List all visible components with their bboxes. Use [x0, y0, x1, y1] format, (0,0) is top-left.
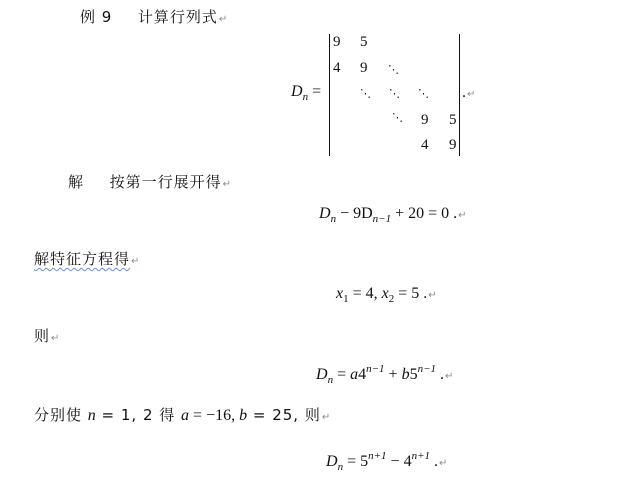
general-b: b: [401, 366, 410, 383]
det-diag-dots-3: ⋱: [389, 87, 399, 100]
char-eq-line: [34, 248, 140, 269]
final-exp2: n+1: [411, 450, 430, 462]
general-sub-n: n: [327, 374, 334, 386]
det-cell-r2c1: 4: [333, 60, 341, 76]
general-exp1: n−1: [366, 363, 385, 375]
final-base-4: 4: [403, 453, 412, 470]
paragraph-mark-icon: ↵: [222, 179, 232, 190]
subst-text-a: 分别使: [34, 406, 88, 424]
general-plus: +: [384, 366, 402, 383]
det-cell-last-r2c2: 9: [449, 137, 457, 153]
final-equals: =: [343, 453, 361, 470]
eq1-rest: + 20 = 0 .: [391, 205, 458, 222]
det-cell-r1c2: 5: [360, 34, 368, 50]
det-cell-last-r2c1: 4: [421, 137, 429, 153]
root-x2: x: [381, 285, 389, 302]
paragraph-mark-icon: ↵: [467, 89, 476, 100]
paragraph-mark-icon: ↵: [458, 210, 467, 221]
root-x1-sub: 1: [343, 293, 349, 305]
determinant-lhs: [291, 83, 321, 103]
roots-equation: [336, 285, 437, 305]
determinant-left-bar: [329, 34, 330, 156]
general-a: a: [350, 366, 359, 383]
subst-text-b: = 1, 2 得: [95, 406, 182, 424]
general-base-5: 5: [409, 366, 418, 383]
determinant-subscript: n: [302, 91, 309, 103]
subst-text-d: = 25, 则: [247, 406, 321, 424]
det-cell-r2c2: 9: [360, 60, 368, 76]
root-x2-sub: 2: [388, 293, 395, 305]
root-x1-value: = 4,: [348, 285, 382, 302]
final-end: .: [430, 453, 438, 470]
determinant-period: .: [462, 84, 466, 101]
general-end: .: [436, 366, 444, 383]
paragraph-mark-icon: ↵: [445, 371, 454, 382]
example-label: 例 9: [80, 8, 113, 26]
paragraph-mark-icon: ↵: [131, 256, 141, 267]
eq1-sub-n-minus-1: n−1: [372, 213, 392, 225]
root-x2-value: = 5 .: [394, 285, 428, 302]
subst-a: a: [181, 407, 190, 424]
final-d: D: [326, 453, 338, 470]
substitution-line: [34, 404, 330, 425]
general-exp2: n−1: [417, 363, 436, 375]
solution-line: [68, 171, 232, 192]
det-cell-r1c1: 9: [333, 34, 341, 50]
root-x1: x: [336, 285, 344, 302]
det-diag-dots-1: ⋱: [388, 63, 398, 76]
final-minus: −: [386, 453, 404, 470]
final-answer: [326, 450, 447, 473]
paragraph-mark-icon: ↵: [439, 458, 448, 469]
det-cell-last-r1c2: 5: [449, 112, 457, 128]
then-line: [34, 325, 60, 346]
final-base-5: 5: [360, 453, 369, 470]
determinant-equals: =: [312, 83, 322, 100]
paragraph-mark-icon: ↵: [218, 14, 229, 25]
det-diag-dots-2: ⋱: [360, 87, 370, 100]
solution-label: 解: [68, 173, 85, 191]
final-sub-n: n: [337, 461, 344, 473]
paragraph-mark-icon: ↵: [321, 412, 331, 423]
example-title: 计算行列式: [137, 8, 218, 26]
subst-text-c: = −16,: [189, 407, 240, 424]
paragraph-mark-icon: ↵: [51, 333, 61, 344]
then-text: 则: [34, 327, 51, 345]
eq1-minus-term: − 9D: [336, 205, 373, 222]
subst-n: n: [87, 407, 96, 424]
determinant-trailing: [462, 84, 475, 102]
general-equals: =: [333, 366, 351, 383]
general-base-4: 4: [358, 366, 367, 383]
final-exp1: n+1: [368, 450, 387, 462]
example-heading: [80, 6, 228, 27]
eq1-sub-n: n: [330, 213, 337, 225]
det-diag-dots-4: ⋱: [418, 87, 428, 100]
recurrence-equation: [319, 205, 467, 225]
solution-text: 按第一行展开得: [109, 173, 222, 191]
general-solution: [316, 363, 453, 386]
subst-b: b: [239, 407, 248, 424]
det-cell-last-r1c1: 9: [421, 112, 429, 128]
general-d: D: [316, 366, 328, 383]
det-diag-dots-5: ⋱: [392, 111, 402, 124]
paragraph-mark-icon: ↵: [428, 290, 437, 301]
determinant-right-bar: [459, 34, 460, 156]
determinant-symbol: D: [291, 83, 303, 100]
eq1-d: D: [319, 205, 331, 222]
char-eq-text: 解特征方程得: [34, 250, 131, 268]
